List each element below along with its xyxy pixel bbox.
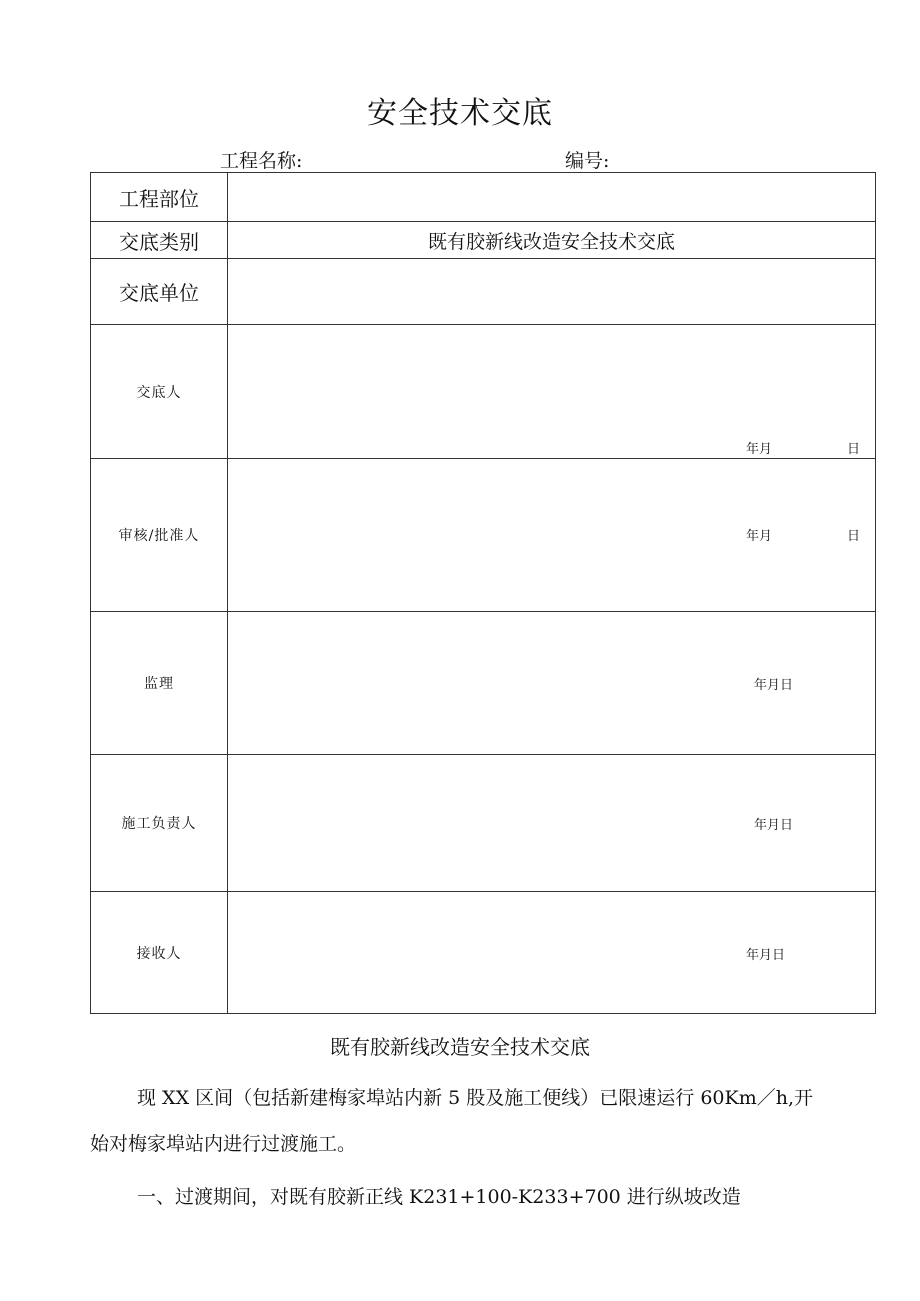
date-year-month: 年月 <box>746 442 773 457</box>
handover-unit-field[interactable] <box>228 259 876 325</box>
receiver-signature-field[interactable] <box>228 892 876 1014</box>
row-project-part <box>91 173 876 222</box>
row-review-approver <box>91 459 876 612</box>
row-label: 审核/批准人 <box>91 459 228 612</box>
row-handover-unit <box>91 259 876 325</box>
supervisor-signature-field[interactable] <box>228 612 876 755</box>
document-title: 安全技术交底 <box>367 96 553 131</box>
date-day: 日 <box>847 442 861 457</box>
row-label: 施工负责人 <box>91 755 228 892</box>
number-label: 编号: <box>565 150 610 172</box>
project-name-label: 工程名称: <box>220 150 303 172</box>
paragraph-1-line-2: 始对梅家埠站内进行过渡施工。 <box>90 1133 357 1155</box>
paragraph-2: 一、过渡期间，对既有胶新正线 K231+100-K233+700 进行纵坡改造 <box>137 1186 741 1208</box>
row-label: 交底单位 <box>91 259 228 325</box>
row-label: 工程部位 <box>91 173 228 222</box>
row-label: 接收人 <box>91 892 228 1014</box>
row-handover-person <box>91 325 876 459</box>
body-subtitle: 既有胶新线改造安全技术交底 <box>330 1035 590 1059</box>
date-full: 年月日 <box>754 678 794 693</box>
handover-form-table <box>90 172 876 1014</box>
date-full: 年月日 <box>754 818 794 833</box>
date-day: 日 <box>847 529 861 544</box>
row-label: 监理 <box>91 612 228 755</box>
handover-person-signature-field[interactable] <box>228 325 876 459</box>
review-approver-signature-field[interactable] <box>228 459 876 612</box>
row-construction-manager <box>91 755 876 892</box>
row-label: 交底类别 <box>91 222 228 259</box>
handover-category-value: 既有胶新线改造安全技术交底 <box>228 222 876 259</box>
row-label: 交底人 <box>91 325 228 459</box>
date-full: 年月日 <box>746 948 786 963</box>
project-part-field[interactable] <box>228 173 876 222</box>
row-receiver <box>91 892 876 1014</box>
date-year-month: 年月 <box>746 529 773 544</box>
row-handover-category <box>91 222 876 259</box>
row-supervisor <box>91 612 876 755</box>
paragraph-1-line-1: 现 XX 区间（包括新建梅家埠站内新 5 股及施工便线）已限速运行 60Km／h,开 <box>137 1087 814 1109</box>
construction-manager-signature-field[interactable] <box>228 755 876 892</box>
